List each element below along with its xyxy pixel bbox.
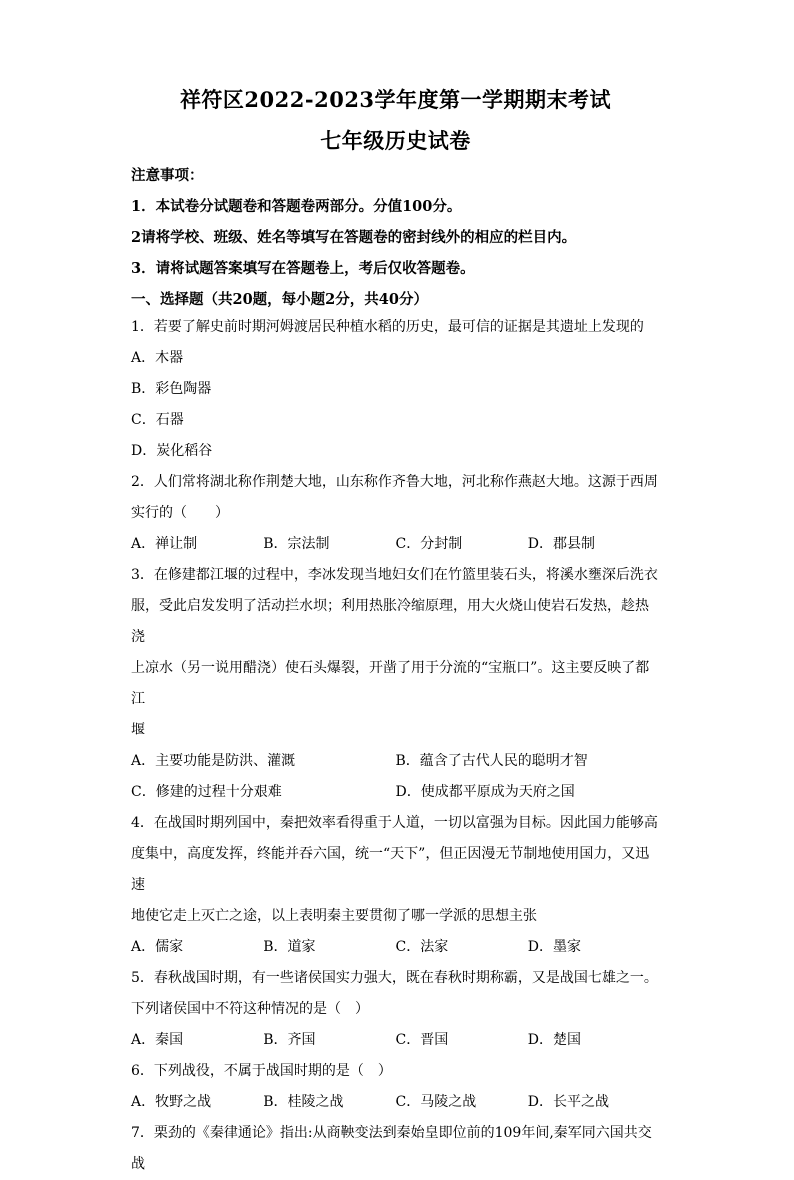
option-d: D．使成都平原成为天府之国 (395, 784, 575, 800)
option-a: A．主要功能是防洪、灌溉 (131, 753, 296, 769)
question-stem-line: 1．若要了解史前时期河姆渡居民种植水稻的历史，最可信的证据是其遗址上发现的 (131, 319, 644, 335)
question-stem-line: 4．在战国时期列国中，秦把效率看得重于人道，一切以富强为目标。因此国力能够高 (131, 815, 658, 831)
note-item: 3．请将试题答案填写在答题卷上，考后仅收答题卷。 (131, 260, 475, 277)
question-stem-line: 6．下列战役，不属于战国时期的是（ ） (131, 1063, 392, 1079)
option-c: C．马陵之战 (395, 1094, 477, 1110)
option-b: B．道家 (263, 939, 316, 955)
question-stem-line: 上凉水（另一说用醋浇）使石头爆裂，开凿了用于分流的“宝瓶口”。这主要反映了都江 (131, 660, 650, 707)
question-stem-line: 5．春秋战国时期，有一些诸侯国实力强大，既在春秋时期称霸，又是战国七雄之一。 (131, 970, 658, 986)
option-a: A．禅让制 (131, 536, 198, 552)
section-title-choice: 一、选择题（共20题，每小题2分，共40分） (131, 291, 428, 308)
question-5 (131, 963, 660, 1056)
question-stem-line: 2．人们常将湖北称作荆楚大地，山东称作齐鲁大地，河北称作燕赵大地。这源于西周 (131, 474, 658, 490)
option-a: A．秦国 (131, 1032, 184, 1048)
option-d: D．长平之战 (527, 1094, 609, 1110)
question-7 (131, 1118, 660, 1180)
question-stem-line: 度集中，高度发挥，终能并吞六国，统一“天下”，但正因漫无节制地使用国力，又迅速 (131, 846, 650, 893)
question-4 (131, 808, 660, 963)
option-d: D．炭化稻谷 (131, 443, 213, 459)
question-2 (131, 467, 660, 560)
option-b: B．桂陵之战 (263, 1094, 344, 1110)
options-row (131, 529, 660, 560)
options-row (131, 932, 660, 963)
option-c: C．晋国 (395, 1032, 449, 1048)
options-row (131, 1087, 660, 1118)
question-1 (131, 312, 660, 467)
question-stem-line: 地使它走上灭亡之途，以上表明秦主要贯彻了哪一学派的思想主张 (131, 908, 537, 924)
option-b: B．蕴含了古代人民的聪明才智 (395, 753, 588, 769)
question-stem-line: 7．栗劲的《秦律通论》指出:从商鞅变法到秦始皇即位前的109年间,秦军同六国共交战 (131, 1125, 652, 1172)
notes-heading: 注意事项： (131, 167, 204, 184)
option-c: C．修建的过程十分艰难 (131, 784, 282, 800)
question-stem-line: 3．在修建都江堰的过程中，李冰发现当地妇女们在竹篮里装石头，将溪水壅深后洗衣 (131, 567, 658, 583)
question-6 (131, 1056, 660, 1118)
note-item: 1．本试卷分试题卷和答题卷两部分。分值100分。 (131, 198, 462, 215)
question-3 (131, 560, 660, 808)
exam-subtitle: 七年级历史试卷 (320, 128, 471, 153)
option-c: C．石器 (131, 412, 184, 428)
option-c: C．法家 (395, 939, 449, 955)
option-a: A．儒家 (131, 939, 184, 955)
option-b: B．彩色陶器 (131, 381, 212, 397)
options-row (131, 1025, 660, 1056)
option-b: B．齐国 (263, 1032, 316, 1048)
option-d: D．墨家 (527, 939, 581, 955)
option-d: D．郡县制 (527, 536, 595, 552)
option-a: A．木器 (131, 350, 184, 366)
options-row (131, 746, 660, 777)
option-a: A．牧野之战 (131, 1094, 212, 1110)
option-b: B．宗法制 (263, 536, 330, 552)
question-stem-line: 实行的（ ） (131, 505, 229, 521)
question-stem-line: 下列诸侯国中不符这种情况的是（ ） (131, 1001, 369, 1017)
option-d: D．楚国 (527, 1032, 581, 1048)
option-c: C．分封制 (395, 536, 463, 552)
note-item: 2请将学校、班级、姓名等填写在答题卷的密封线外的相应的栏目内。 (131, 229, 577, 246)
exam-title: 祥符区2022-2023学年度第一学期期末考试 (179, 87, 612, 112)
question-stem-line: 服，受此启发发明了活动拦水坝；利用热胀冷缩原理，用大火烧山使岩石发热，趁热浇 (131, 598, 649, 645)
question-stem-line: 堰 (131, 722, 145, 738)
options-row (131, 777, 660, 808)
